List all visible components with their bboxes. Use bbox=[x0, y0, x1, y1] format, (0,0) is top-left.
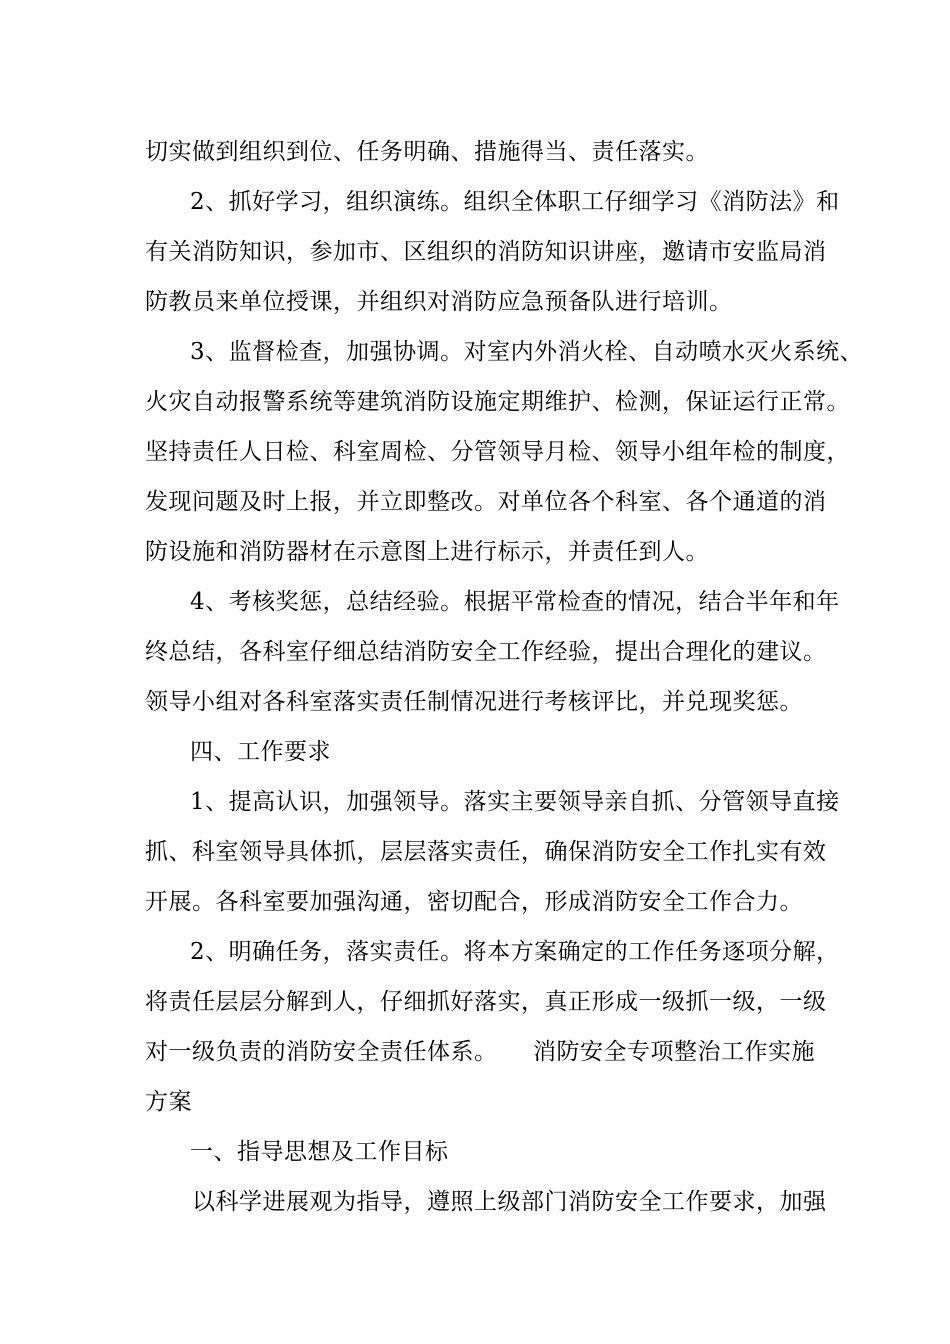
text-line: 将责任层层分解到人，仔细抓好落实，真正形成一级抓一级，一级 bbox=[145, 989, 827, 1015]
text-line: 方案 bbox=[145, 1089, 192, 1115]
text-line: 防教员来单位授课，并组织对消防应急预备队进行培训。 bbox=[145, 289, 733, 315]
text-line: 对一级负责的消防安全责任体系。 消防安全专项整治工作实施 bbox=[145, 1039, 815, 1065]
text-line: 有关消防知识，参加市、区组织的消防知识讲座，邀请市安监局消 bbox=[145, 239, 827, 265]
text-line: 抓、科室领导具体抓，层层落实责任，确保消防安全工作扎实有效 bbox=[145, 839, 827, 865]
text-line: 3、监督检查，加强协调。对室内外消火栓、自动喷水灭火系统、 bbox=[190, 339, 864, 365]
text-line: 火灾自动报警系统等建筑消防设施定期维护、检测，保证运行正常。 bbox=[145, 389, 850, 415]
text-line: 切实做到组织到位、任务明确、措施得当、责任落实。 bbox=[145, 139, 709, 165]
text-line: 防设施和消防器材在示意图上进行标示，并责任到人。 bbox=[145, 539, 709, 565]
text-line: 2、明确任务，落实责任。将本方案确定的工作任务逐项分解， bbox=[190, 939, 840, 965]
text-line: 2、抓好学习，组织演练。组织全体职工仔细学习《消防法》和 bbox=[190, 189, 840, 215]
text-line: 开展。各科室要加强沟通，密切配合，形成消防安全工作合力。 bbox=[145, 889, 803, 915]
section-heading: 四、工作要求 bbox=[190, 739, 331, 765]
text-line: 领导小组对各科室落实责任制情况进行考核评比，并兑现奖惩。 bbox=[145, 689, 803, 715]
text-line: 发现问题及时上报，并立即整改。对单位各个科室、各个通道的消 bbox=[145, 489, 827, 515]
text-line: 以科学进展观为指导，遵照上级部门消防安全工作要求，加强 bbox=[192, 1189, 827, 1215]
section-heading: 一、指导思想及工作目标 bbox=[190, 1139, 449, 1165]
text-line: 终总结，各科室仔细总结消防安全工作经验，提出合理化的建议。 bbox=[145, 639, 827, 665]
text-line: 4、考核奖惩，总结经验。根据平常检查的情况，结合半年和年 bbox=[190, 589, 840, 615]
text-line: 坚持责任人日检、科室周检、分管领导月检、领导小组年检的制度， bbox=[145, 439, 850, 465]
text-line: 1、提高认识，加强领导。落实主要领导亲自抓、分管领导直接 bbox=[190, 789, 840, 815]
